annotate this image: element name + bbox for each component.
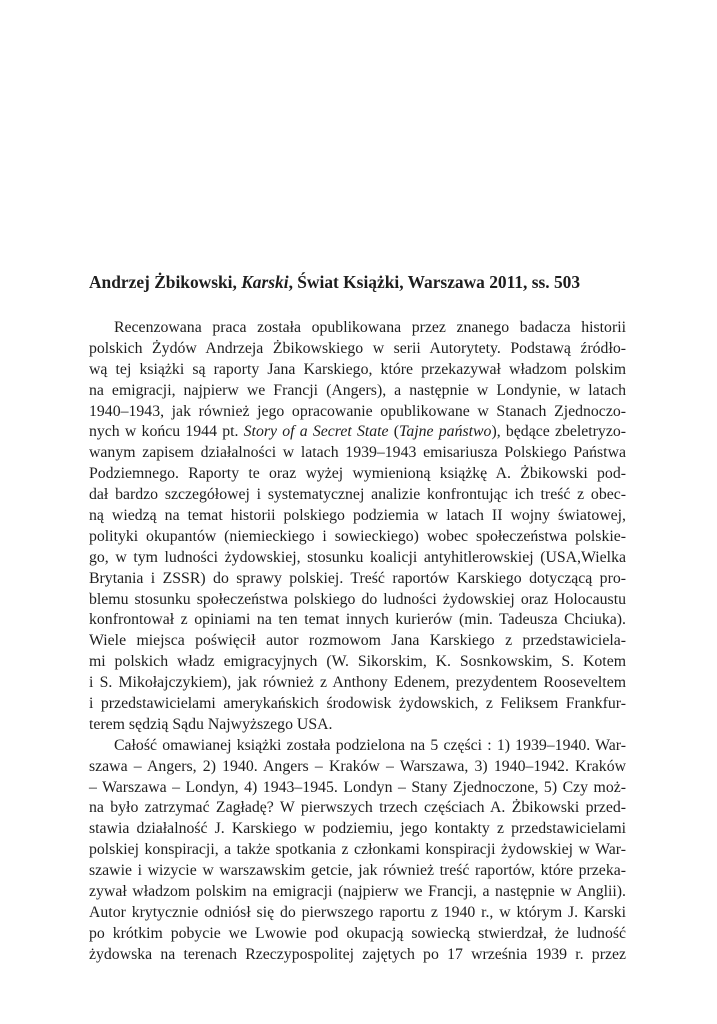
italic-book-title: Story of a Secret State <box>243 423 389 441</box>
text-line: ną wiedzą na temat historii polskiego podziemia w latach II wojny światowej, <box>89 507 626 525</box>
paragraph-1 <box>89 318 626 736</box>
text-line: terem sędzią Sądu Najwyższego USA. <box>89 715 333 733</box>
text-line: Recenzowana praca została opublikowana przez znanego badacza historii <box>114 319 626 336</box>
text-line: i S. Mikołajczykiem), jak również z Anthony Edenem, prezydentem Rooseveltem <box>89 674 626 692</box>
heading-book-title: Karski <box>241 272 289 292</box>
text-line: stawia działalność J. Karskiego w podziemiu, jego kontakty z przedstawicielami <box>89 820 626 838</box>
heading-publication-info: , Świat Książki, Warszawa 2011, ss. 503 <box>288 272 581 292</box>
text-segment: ), będące zbeletryzo- <box>491 423 626 441</box>
text-line: na było zatrzymać Zagładę? W pierwszych trzech częściach A. Żbikowski przed- <box>89 799 626 817</box>
text-line: na emigracji, najpierw we Francji (Angers), a następnie w Londynie, w latach <box>89 381 626 399</box>
text-line: polskich Żydów Andrzeja Żbikowskiego w serii Autorytety. Podstawą źródło- <box>89 339 626 357</box>
text-line: 1940–1943, jak również jego opracowanie opublikowane w Stanach Zjednoczo- <box>89 402 626 420</box>
text-segment: ( <box>388 423 400 441</box>
text-line: – Warszawa – Londyn, 4) 1943–1945. Londyn – Stany Zjednoczone, 5) Czy moż- <box>89 778 626 796</box>
text-line: polityki okupantów (niemieckiego i sowieckiego) wobec społeczeństwa polskie- <box>89 527 626 545</box>
text-line: Wiele miejsca poświęcił autor rozmowom Jana Karskiego z przedstawiciela- <box>89 632 626 650</box>
italic-book-title-polish: Tajne państwo <box>399 423 492 441</box>
text-line: szawie i wizycie w warszawskim getcie, jak również treść raportów, które przeka- <box>89 862 626 880</box>
text-line: zywał władzom polskim na emigracji (najpierw we Francji, a następnie w Anglii). <box>89 883 626 901</box>
paragraph-2 <box>89 736 626 966</box>
text-line: Całość omawianej książki została podzielona na 5 części : 1) 1939–1940. War- <box>114 736 626 754</box>
text-line: Brytania i ZSSR) do sprawy polskiej. Treść raportów Karskiego dotyczącą pro- <box>89 569 626 587</box>
text-line <box>89 422 626 443</box>
heading-author: Andrzej Żbikowski, <box>89 272 242 292</box>
text-line: polskiej konspiracji, a także spotkania z członkami konspiracji żydowskiej w War- <box>89 841 626 859</box>
text-line: mi polskich władz emigracyjnych (W. Sikorskim, K. Sosnkowskim, S. Kotem <box>89 653 626 671</box>
text-line: Autor krytycznie odniósł się do pierwszego raportu z 1940 r., w którym J. Karski <box>89 903 626 921</box>
text-line: i przedstawicielami amerykańskich środowisk żydowskich, z Feliksem Frankfur- <box>89 695 626 713</box>
review-heading <box>89 270 649 294</box>
text-line: wą tej książki są raporty Jana Karskiego, które przekazywał władzom polskim <box>89 360 626 378</box>
review-body <box>89 318 626 966</box>
text-line: blemu stosunku społeczeństwa polskiego do ludności żydowskiej oraz Holocaustu <box>89 590 626 608</box>
text-line: Podziemnego. Raporty te oraz wyżej wymienioną książkę A. Żbikowski pod- <box>89 465 626 483</box>
text-line: szawa – Angers, 2) 1940. Angers – Kraków – Warszawa, 3) 1940–1942. Kraków <box>89 757 626 775</box>
text-line: wanym zapisem działalności w latach 1939–1943 emisariusza Polskiego Państwa <box>89 444 626 462</box>
text-segment: nych w końcu 1944 pt. <box>89 423 244 441</box>
text-line: po krótkim pobycie we Lwowie pod okupacją sowiecką stwierdzał, że ludność <box>89 924 626 942</box>
text-line: dał bardzo szczegółowej i systematycznej analizie konfrontując ich treść z obec- <box>89 486 626 504</box>
text-line: go, w tym ludności żydowskiej, stosunku koalicji antyhitlerowskiej (USA,Wielka <box>89 548 626 566</box>
text-line: konfrontował z opiniami na ten temat innych kurierów (min. Tadeusza Chciuka). <box>89 611 626 629</box>
text-line: żydowska na terenach Rzeczypospolitej zajętych po 17 września 1939 r. przez <box>89 945 626 963</box>
